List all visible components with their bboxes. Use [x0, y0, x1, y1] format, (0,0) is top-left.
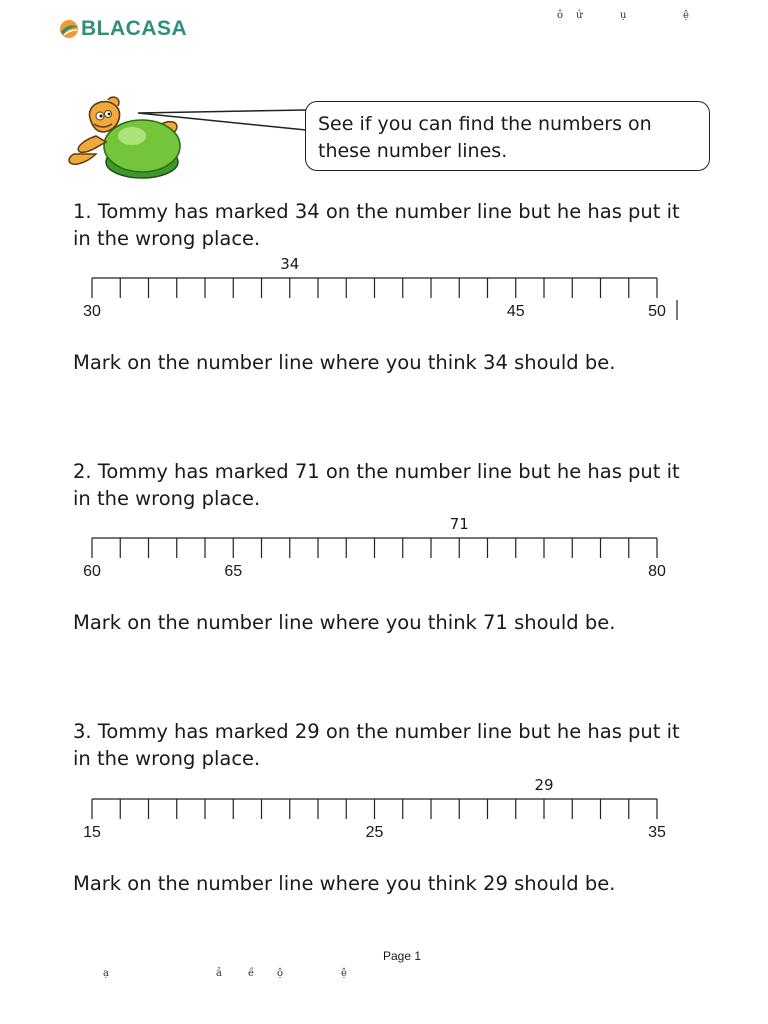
number-line-label: 15 — [83, 824, 101, 841]
wrong-mark-label: 29 — [534, 776, 554, 794]
wrong-mark-label: 34 — [280, 255, 300, 273]
footer-glyph: ộ — [277, 968, 284, 979]
footer-glyph: ả — [216, 968, 222, 979]
number-line-label: 65 — [224, 563, 243, 580]
question-1-prompt: 1. Tommy has marked 34 on the number line but he has put it in the wrong place. — [73, 200, 680, 250]
footer-glyph: ạ — [103, 968, 109, 979]
question-3-instruction: Mark on the number line where you think 29 should be. — [73, 872, 616, 895]
header-glyph: ứ — [576, 10, 583, 21]
logo-text: BLACASA — [81, 17, 188, 40]
number-line-label: 60 — [83, 563, 101, 580]
number-line-label: 35 — [648, 824, 666, 841]
brand-logo — [58, 16, 187, 42]
question-3-prompt: 3. Tommy has marked 29 on the number line but he has put it in the wrong place. — [73, 720, 680, 770]
question-1-instruction: Mark on the number line where you think 34 should be. — [73, 351, 616, 374]
number-line-label: 80 — [648, 563, 666, 580]
number-line-label: 50 — [648, 303, 666, 320]
header-glyph: ô — [557, 10, 564, 21]
page-number: Page 1 — [383, 949, 422, 963]
question-2-instruction: Mark on the number line where you think 71 should be. — [73, 611, 616, 634]
footer-glyph: ề — [248, 968, 255, 979]
speech-bubble-tail — [138, 108, 308, 134]
number-line-label: 45 — [506, 303, 525, 320]
question-2-prompt: 2. Tommy has marked 71 on the number line but he has put it in the wrong place. — [73, 460, 680, 510]
footer-glyph: ệ — [341, 968, 347, 979]
logo-swirl-icon — [58, 18, 80, 40]
speech-bubble — [305, 101, 710, 171]
header-glyph: ụ — [620, 10, 627, 21]
speech-bubble-text: See if you can find the numbers on these number lines. — [318, 113, 652, 162]
number-line-label: 25 — [365, 824, 384, 841]
wrong-mark-label: 71 — [449, 515, 469, 533]
number-line-label: 30 — [83, 303, 101, 320]
header-glyph: ệ — [683, 10, 689, 21]
